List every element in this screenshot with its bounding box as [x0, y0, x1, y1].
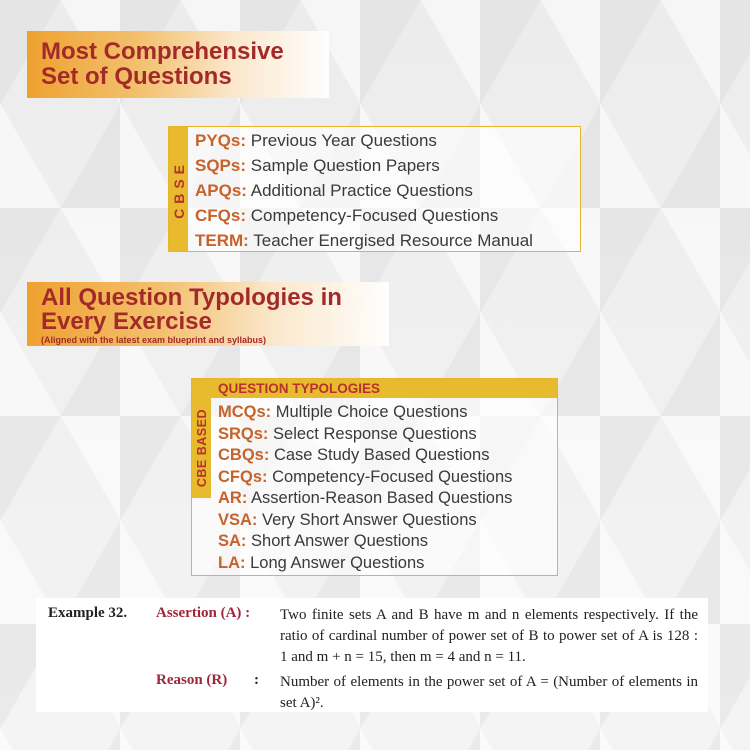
cbse-side-label: CBSE: [170, 159, 187, 219]
example-number: Example 32.: [48, 605, 128, 621]
banner-title-line1: All Question Typologies in: [41, 284, 342, 311]
cbse-side-strip: [169, 127, 188, 251]
assertion-text: Two finite sets A and B have m and n elements respectively. If the ratio of cardinal number of power set of B to power set of A is 128 : 1 and m + n = 15, then m = 4 and n = 11.: [280, 607, 698, 665]
item-text: Long Answer Questions: [250, 553, 425, 572]
abbr: VSA:: [218, 510, 258, 529]
item-text: Additional Practice Questions: [250, 181, 473, 200]
banner-all-typologies: [27, 282, 389, 346]
reason-label: Reason (R): [156, 672, 228, 688]
abbr: CFQs:: [218, 467, 268, 486]
banner-most-comprehensive: [27, 31, 329, 98]
reason-colon: :: [254, 672, 259, 688]
item-text: Assertion-Reason Based Questions: [251, 489, 513, 507]
item-text: Previous Year Questions: [250, 131, 437, 150]
abbr: SRQs:: [218, 424, 269, 443]
list-item: [195, 203, 533, 228]
banner-title-line2: Every Exercise: [41, 308, 212, 335]
list-item: [195, 153, 533, 178]
cbse-list: [195, 128, 533, 253]
typologies-list: [218, 402, 512, 574]
abbr: PYQs:: [195, 131, 247, 150]
cbse-question-box: [168, 126, 581, 252]
list-item: [218, 488, 512, 510]
abbr: LA:: [218, 553, 246, 572]
reason-text: Number of elements in the power set of A = (Number of elements in set A)².: [280, 674, 698, 711]
list-item: [218, 553, 512, 575]
abbr: APQs:: [195, 181, 247, 200]
abbr: AR:: [218, 489, 248, 507]
item-text: Select Response Questions: [273, 424, 477, 443]
list-item: [218, 424, 512, 446]
abbr: MCQs:: [218, 403, 272, 421]
item-text: Case Study Based Questions: [273, 446, 490, 464]
list-item: [218, 402, 512, 424]
list-item: [195, 228, 533, 253]
abbr: TERM:: [195, 231, 249, 250]
list-item: [218, 467, 512, 489]
abbr: SA:: [218, 532, 247, 550]
abbr: CFQs:: [195, 206, 246, 225]
abbr: CBQs:: [218, 446, 270, 464]
item-text: Teacher Energised Resource Manual: [253, 231, 533, 250]
assertion-label: Assertion (A) :: [156, 605, 251, 621]
item-text: Competency-Focused Questions: [272, 467, 513, 486]
banner-subtitle: (Aligned with the latest exam blueprint and syllabus): [41, 335, 267, 345]
item-text: Multiple Choice Questions: [275, 403, 468, 421]
banner-title-line1: Most Comprehensive: [41, 38, 284, 65]
typologies-side-label: CBE BASED: [194, 408, 209, 488]
typologies-side-strip: [192, 398, 211, 498]
banner-title-line2: Set of Questions: [41, 63, 232, 90]
list-item: [218, 445, 512, 467]
list-item: [218, 531, 512, 553]
question-typologies-box: [191, 378, 558, 576]
item-text: Very Short Answer Questions: [262, 510, 477, 529]
item-text: Sample Question Papers: [250, 156, 440, 175]
item-text: Competency-Focused Questions: [250, 206, 499, 225]
list-item: [195, 178, 533, 203]
list-item: [195, 128, 533, 153]
typologies-header: QUESTION TYPOLOGIES: [192, 379, 557, 398]
abbr: SQPs:: [195, 156, 247, 175]
item-text: Short Answer Questions: [251, 532, 429, 550]
example-panel: [36, 598, 708, 712]
list-item: [218, 510, 512, 532]
